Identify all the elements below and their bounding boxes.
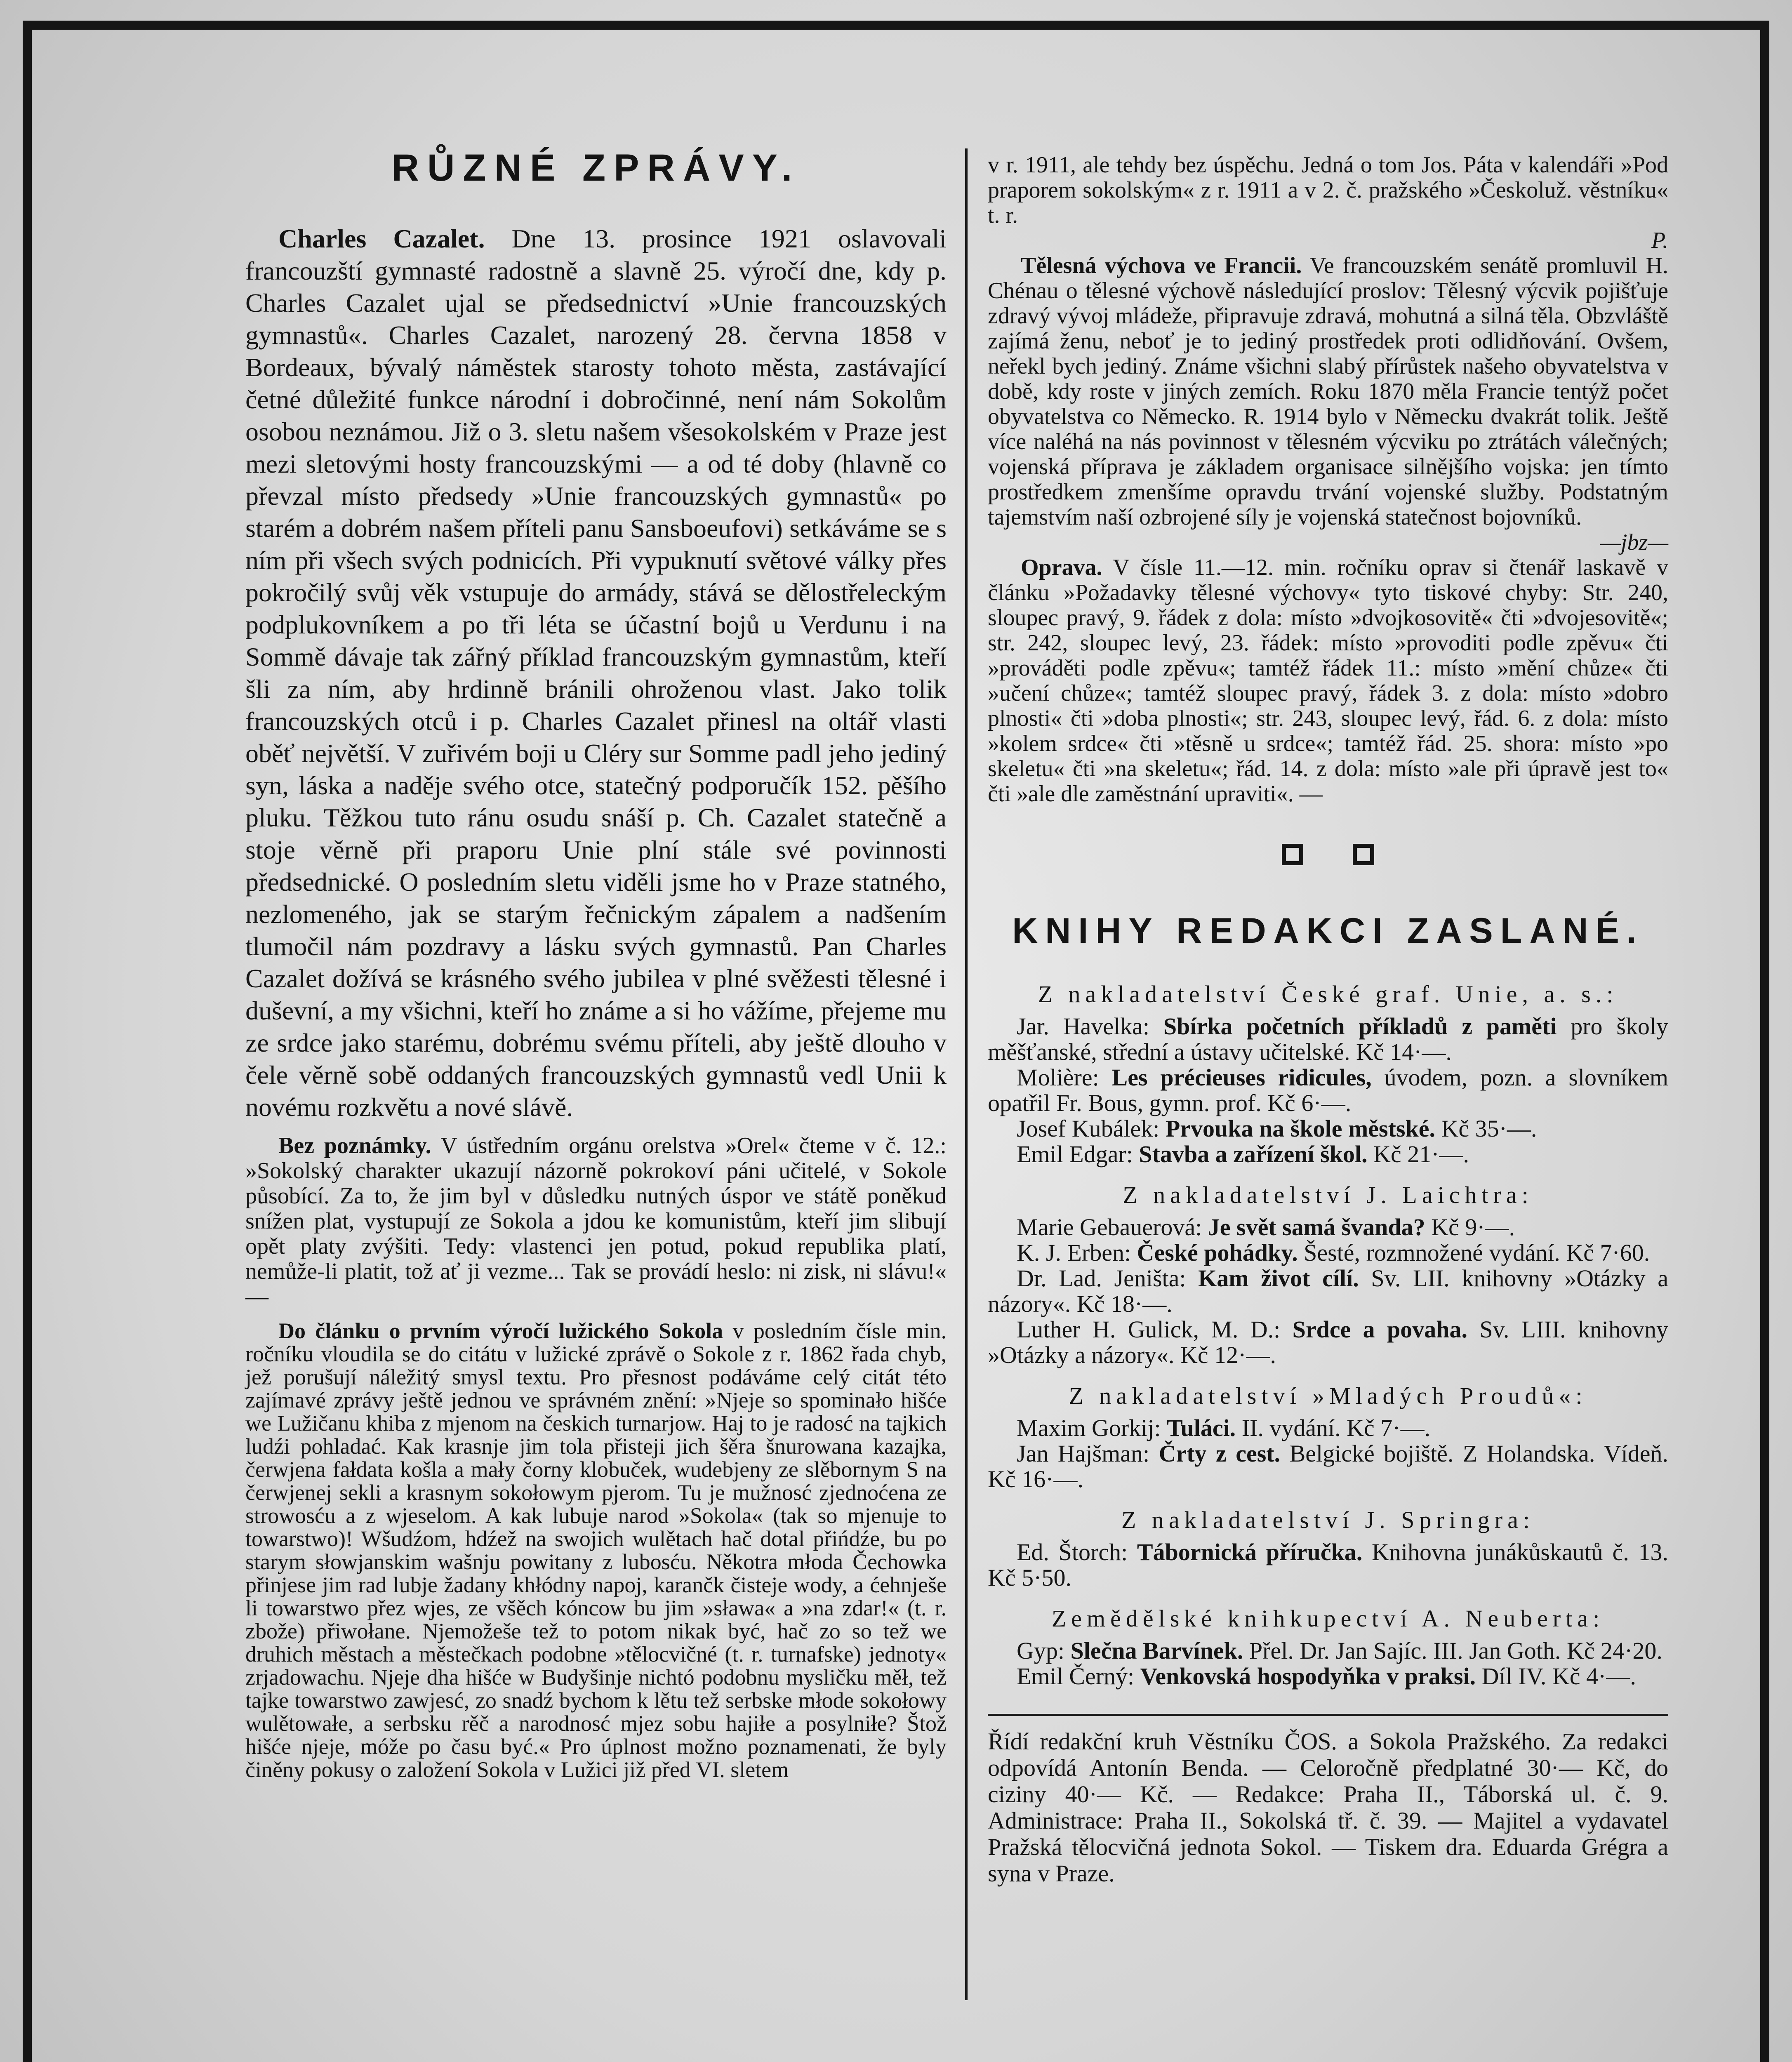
book-title: Tábornická příručka. [1137,1539,1363,1565]
book-entry [988,1240,1668,1266]
book-title: Slečna Barvínek. [1070,1637,1243,1664]
book-entry [988,1664,1668,1689]
article-luzicky-sokol [245,1319,947,1781]
section-ornament [988,844,1668,865]
article-title: Do článku o prvním výročí lužického Sokola [278,1318,723,1343]
book-title: Sbírka početních příkladů z paměti [1163,1013,1557,1040]
left-column [245,146,947,1781]
book-details: II. vydání. Kč 7·—. [1236,1415,1431,1441]
imprint: Řídí redakční kruh Věstníku ČOS. a Sokola Pražského. Za redakci odpovídá Antonín Benda. — Celoročně předplatné 30·— Kč, do ciziny 40·— Kč. — Redakce: Praha II., Táborská ul. č. 9. Administrace: Praha II., Sokolská tř. č. 39. — Majitel a vydavatel Pražská tělocvičná jednota Sokol. — Tiskem dra. Eduarda Grégra a syna v Praze. [988,1728,1668,1887]
books-list [988,980,1668,1689]
book-entry [988,1014,1668,1065]
square-ornament-icon [1353,844,1374,865]
book-title: Črty z cest. [1159,1440,1281,1467]
imprint-rule [988,1714,1668,1716]
book-details: Sv. LII. knihovny »Otázky a názory«. Kč 18·—. [988,1265,1668,1317]
book-entry [988,1065,1668,1116]
book-details: Knihovna junákůskautů č. 13. Kč 5·50. [988,1539,1668,1591]
book-title: České pohádky. [1137,1239,1298,1266]
column-divider [965,148,968,2000]
book-title: Tuláci. [1167,1415,1236,1441]
book-details: Sv. LIII. knihovny »Otázky a názory«. Kč 12·—. [988,1316,1669,1368]
book-author: Jan Hajšman: [1017,1440,1159,1467]
book-details: Belgické bojiště. Z Holandska. Vídeň. Kč 16·—. [988,1440,1669,1492]
book-details: Kč 9·—. [1425,1214,1515,1240]
article-title: Tělesná výchova ve Francii. [1021,253,1302,278]
article-bez-poznamky [245,1133,947,1309]
book-details: Šesté, rozmnožené vydání. Kč 7·60. [1297,1239,1650,1266]
book-title: Venkovská hospodyňka v praksi. [1140,1663,1476,1690]
article-continuation: v r. 1911, ale tehdy bez úspěchu. Jedná o tom Jos. Páta v kalendáři »Pod praporem sokolským« z r. 1911 a v 2. č. pražského »Českoluž. věstníku« t. r. [988,152,1668,228]
publisher-heading: Z nakladatelství J. Laichtra: [1123,1182,1533,1208]
article-title: Charles Cazalet. [278,224,485,253]
book-title: Stavba a zařízení škol. [1139,1141,1368,1168]
book-author: Emil Edgar: [1017,1141,1139,1168]
article-title: Bez poznámky. [278,1133,431,1158]
book-entry [988,1116,1668,1142]
book-title: Je svět samá švanda? [1208,1214,1425,1240]
book-author: Gyp: [1017,1637,1071,1664]
book-entry [988,1441,1668,1492]
article-text: V ústředním orgánu orelstva »Orel« čteme v č. 12.: »Sokolský charakter ukazují názorně pokrokoví páni učitelé, v Sokole působící. Za to, že jim byl v důsledku nutných úspor ve státě poněkud snížen plat, vystupují ze Sokola a jdou ke komunistům, kteří jim slibují opět platy zvýšiti. Tedy: vlastenci jen potud, pokud republika platí, nemůže-li platit, tož ať ji vezme... Tak se provádí heslo: ni zisk, ni slávu!« — [245,1133,947,1309]
book-author: Jar. Havelka: [1017,1013,1163,1040]
section-heading: RŮZNÉ ZPRÁVY. [391,147,801,189]
book-entry [988,1142,1668,1167]
square-ornament-icon [1282,844,1303,865]
books-heading: KNIHY REDAKCI ZASLANÉ. [1012,911,1644,951]
book-author: Maxim Gorkij: [1017,1415,1167,1441]
article-signature: P. [1651,228,1668,253]
publisher-heading: Zemědělské knihkupectví A. Neuberta: [1051,1605,1605,1632]
book-author: Marie Gebauerová: [1017,1214,1208,1240]
article-telesna-vychova [988,253,1668,530]
article-text: V čísle 11.—12. min. ročníku oprav si čtenář laskavě v článku »Požadavky tělesné výchovy« tyto tiskové chyby: Str. 240, sloupec pravý, 9. řádek z dola: místo »dvojkosovitě« čti »dvojesovitě«; str. 242, sloupec levý, 23. řádek: místo »provoditi podle zpěvu« čti »prováděti podle zpěvu«; tamtéž řádek 11.: místo »mění chůze« čti »učení chůze«; tamtéž sloupec pravý, řádek 3. z dola: místo »dobro plnosti« čti »doba plnosti«; str. 243, sloupec levý, řád. 6. z dola: místo »kolem srdce« čti »těsně u srdce«; tamtéž řád. 25. shora: místo »po skeletu« čti »na skeletu«; řád. 14. z dola: místo »ale při úpravě jest to« čti »ale dle zaměstnání upraviti«. — [988,555,1668,807]
book-details: úvodem, pozn. a slovníkem opatřil Fr. Bous, gymn. prof. Kč 6·—. [988,1064,1668,1116]
article-signature: —jbz— [1600,530,1668,555]
book-entry [988,1638,1668,1664]
right-column [988,153,1668,1887]
book-title: Prvouka na škole městské. [1165,1115,1435,1142]
publisher-heading: Z nakladatelství České graf. Unie, a. s.: [1038,981,1618,1007]
book-author: Josef Kubálek: [1017,1115,1166,1142]
book-author: Luther H. Gulick, M. D.: [1017,1316,1293,1343]
book-title: Les précieuses ridicules, [1111,1064,1372,1091]
article-text: Ve francouzském senátě promluvil H. Chénau o tělesné výchově následující proslov: Tělesný výcvik pojišťuje zdravý vývoj mládeže, připravuje zdravá, mohutná a silná těla. Obzvláště zajímá ženu, neboť je to jediný prostředek proti odlidňování. Ovšem, neřekl bych jediný. Známe všichni slabý přírůstek našeho obyvatelstva v době, kdy roste v jiných zemích. Roku 1870 měla Francie tentýž počet obyvatelstva co Německo. R. 1914 bylo v Německu dvakrát tolik. Ještě více naléhá na nás povinnost v tělesném výcviku po ztrátách válečných; vojenská příprava je základem organisace silnějšího vojska: jen tímto prostředkem zmenšíme opravdu trvání vojenské služby. Podstatným tajemstvím naší ozbrojené síly je vojenská statečnost bojovníků. [988,253,1669,530]
book-author: Emil Černý: [1017,1663,1140,1690]
book-details: Kč 35·—. [1435,1115,1537,1142]
book-title: Srdce a povaha. [1292,1316,1468,1343]
book-author: Dr. Lad. Jeništa: [1017,1265,1199,1292]
book-author: Molière: [1017,1064,1112,1091]
book-details: Kč 21·—. [1367,1141,1469,1168]
book-entry [988,1415,1668,1441]
article-oprava [988,555,1668,807]
publisher-heading: Z nakladatelství J. Springra: [1121,1506,1535,1533]
article-title: Oprava. [1021,555,1102,580]
book-details: pro školy měšťanské, střední a ústavy učitelské. Kč 14·—. [988,1013,1669,1065]
book-entry [988,1317,1668,1368]
book-entry [988,1539,1668,1591]
book-title: Kam život cílí. [1198,1265,1359,1292]
book-details: Přel. Dr. Jan Sajíc. III. Jan Goth. Kč 24·20. [1243,1637,1662,1664]
book-author: K. J. Erben: [1017,1239,1137,1266]
book-author: Ed. Štorch: [1017,1539,1137,1565]
publisher-heading: Z nakladatelství »Mladých Proudů«: [1069,1382,1587,1409]
article-text: v posledním čísle min. ročníku vloudila se do citátu v lužické zprávě o Sokole z r. 1862 řada chyb, jež porušují náležitý smysl textu. Pro přesnost podáváme celý citát této zajímavé zprávy ještě jednou ve správném znění: »Njeje so spominało hišće we Lužičanu khiba z mjenom na českich turnarjow. Haj to je radosć na tajkich ludźi pohladać. Kak krasnje jim tola přisteji jich šěra šnurowana kazajka, čerwjena fałdata košla a mały čorny klobuček, wudebjeny ze slěbornym S na čerwjenej sekli a krasnym sokołowym pjerom. Tu je mužnosć zjednoćena ze strowosću a z wjeselom. A kak lubuje narod »Sokola« (tak so mjenuje to towarstwo)! Wšudźom, hdźež na swojich wulětach hač dotal přińdźe, bu po starym słowjanskim wašnju powitany z lubosću. Někotra młoda Čechowka přinjese jim rad lubje žadany khłódny napoj, karančk čisteje wody, a ćehnješe li towarstwo přez wjes, ze všěch kóncow bu jim »sława« a »na zdar!« (t. r. zbože) přiwołane. Njemožeše tež to potom nikak być, hač zo so tež we druhich městach a městečkach podobne »tělocvičné (t. r. turnafske) jednoty« zrjadowachu. Njeje dha hišće w Budyšinje nichtó podobnu mysličku měł, tež tajke towarstwo zawjesć, zo snadź bychom k lětu tež serbske młode sokołowy wulětowałe, a serbsku rěč a narodnosć mjez sobu hajiłe a posylniłe? Štož hišće njeje, móže po času być.« Pro úplnost možno poznamenati, že byly činěny pokusy o založení Sokola v Lužici již před VI. sletem [245,1318,947,1782]
article-cazalet [245,223,947,1123]
article-text: Dne 13. prosince 1921 oslavovali francouzští gymnasté radostně a slavně 25. výročí dne, kdy p. Charles Cazalet ujal se předsednictví »Unie francouzských gymnastů«. Charles Cazalet, narozený 28. června 1858 v Bordeaux, bývalý náměstek starosty tohoto města, zastávající četné důležité funkce národní i dobročinné, není nám Sokolům osobou neznámou. Již o 3. sletu našem všesokolském v Praze jest mezi sletovými hosty francouzskými — a od té doby (hlavně co převzal místo předsedy »Unie francouzských gymnastů« po starém a dobrém našem příteli panu Sansboeufovi) setkáváme se s ním při všech svých podnicích. Při vypuknutí světové války přes pokročilý svůj věk vstupuje do armády, stává se dělostřeleckým podplukovníkem a po tři léta se účastní bojů u Verdunu i na Sommě dávaje tak zářný příklad francouzským gymnastům, kteří šli za ním, aby hrdinně bránili ohroženou vlast. Jako tolik francouzských otců i p. Charles Cazalet přinesl na oltář vlasti oběť největší. V zuřivém boji u Cléry sur Somme padl jeho jediný syn, láska a naděje svého otce, statečný podporučík 152. pěšího pluku. Těžkou tuto ránu osudu snáší p. Ch. Cazalet statečně a stoje věrně při praporu Unie plní stále své povinnosti předsednické. O posledním sletu viděli jsme ho v Praze statného, nezlomeného, jak se starým řečnickým zápalem a nadšením tlumočil nám pozdravy a lásku svých gymnastů. Pan Charles Cazalet dožívá se krásného svého jubilea v plné svěžesti tělesné i duševní, a my všichni, kteří ho známe a si ho vážíme, přejeme mu ze srdce jako starému, dobrému svému příteli, aby ještě dlouho v čele věrně sobě oddaných francouzských gymnastů vedl Unii k novému rozkvětu a nové slávě. [245,224,947,1122]
book-details: Díl IV. Kč 4·—. [1476,1663,1636,1690]
book-entry [988,1215,1668,1240]
book-entry [988,1266,1668,1317]
